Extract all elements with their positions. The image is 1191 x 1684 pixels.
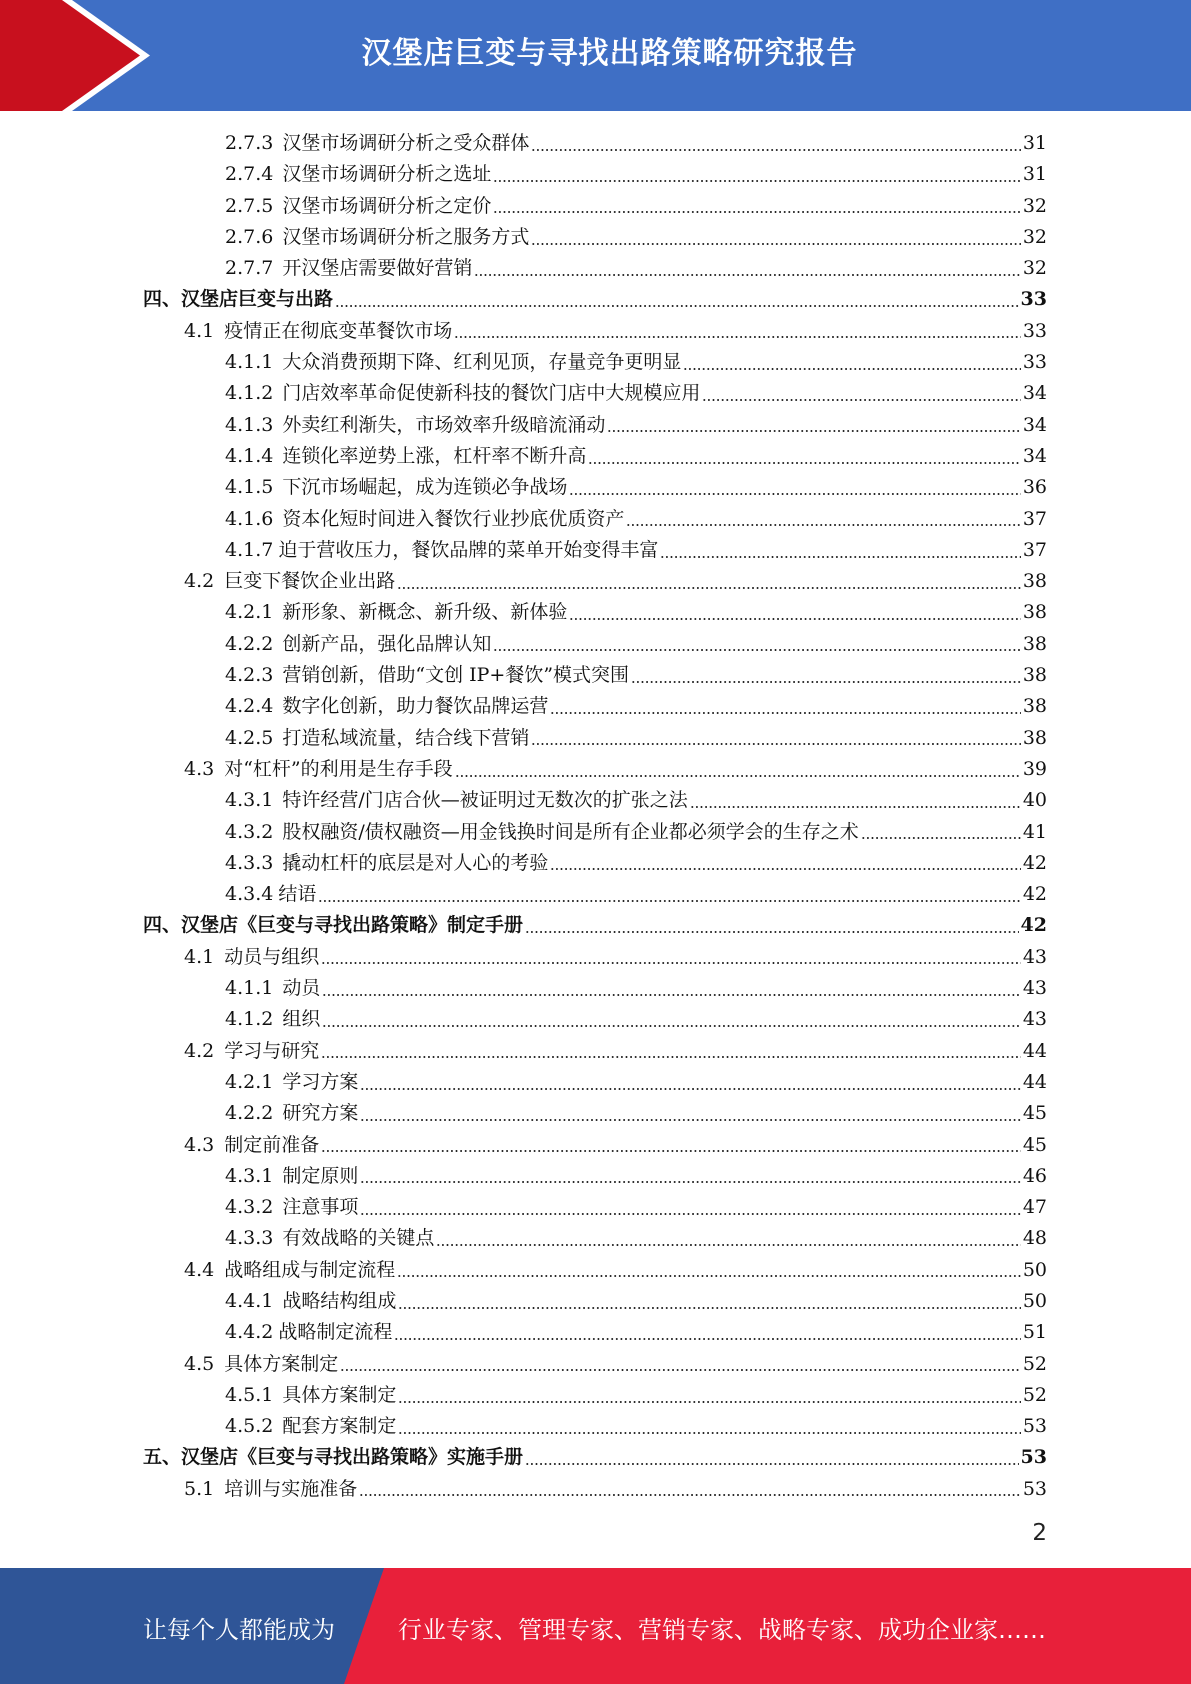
toc-dot-leader	[493, 211, 1020, 213]
toc-entry-page: 33	[1020, 288, 1047, 311]
toc-entry-title: 外卖红利渐失，市场效率升级暗流涌动	[282, 413, 606, 436]
toc-dot-leader	[588, 462, 1020, 464]
toc-entry-lead	[0, 347, 681, 378]
toc-entry-title: 有效战略的关键点	[282, 1227, 435, 1250]
page-header	[0, 0, 1191, 111]
toc-entry-title: 培训与实施准备	[224, 1477, 358, 1500]
toc-entry-lead	[0, 723, 529, 754]
toc-entry-number: 4.1	[184, 945, 215, 968]
toc-dot-leader	[397, 587, 1021, 589]
toc-entry-lead	[0, 597, 567, 628]
toc-dot-leader	[569, 618, 1020, 620]
toc-dot-leader	[398, 1307, 1020, 1309]
toc-entry-number: 4.1.6	[225, 507, 274, 530]
toc-entry-lead	[0, 1474, 357, 1505]
toc-entry-page: 32	[1022, 257, 1047, 280]
toc-dot-leader	[631, 681, 1021, 683]
toc-entry-lead	[0, 1223, 434, 1254]
toc-entry[interactable]	[0, 1192, 1191, 1223]
toc-entry[interactable]	[0, 1255, 1191, 1286]
toc-entry-page: 34	[1022, 413, 1047, 436]
toc-entry-lead	[0, 629, 491, 660]
toc-entry-title: 下沉市场崛起，成为连锁必争战场	[282, 476, 568, 499]
toc-dot-leader	[321, 1150, 1021, 1152]
toc-entry-title: 门店效率革命促使新科技的餐饮门店中大规模应用	[282, 382, 701, 405]
toc-dot-leader	[660, 556, 1020, 558]
toc-entry-lead	[0, 1098, 358, 1129]
toc-dot-leader	[360, 1213, 1020, 1215]
toc-dot-leader	[454, 336, 1021, 338]
toc-entry-page: 34	[1022, 444, 1047, 467]
toc-entry-title: 新形象、新概念、新升级、新体验	[282, 601, 568, 624]
toc-entry-page: 42	[1022, 883, 1047, 906]
toc-entry[interactable]	[0, 347, 1191, 378]
toc-entry-lead	[0, 535, 658, 566]
toc-entry-lead	[0, 785, 688, 816]
toc-entry-title: 五、汉堡店《巨变与寻找出路策略》实施手册	[143, 1446, 524, 1469]
toc-entry-page: 38	[1022, 632, 1047, 655]
toc-entry-page: 52	[1022, 1383, 1047, 1406]
toc-dot-leader	[525, 1463, 1019, 1465]
toc-entry-title: 数字化创新，助力餐饮品牌运营	[282, 695, 549, 718]
toc-entry[interactable]	[0, 1223, 1191, 1254]
toc-entry-page: 43	[1022, 945, 1047, 968]
toc-entry-title: 组织	[282, 1008, 321, 1031]
toc-entry[interactable]	[0, 660, 1191, 691]
toc-entry-title: 汉堡市场调研分析之受众群体	[282, 132, 530, 154]
toc-entry-lead	[0, 660, 629, 691]
toc-entry-lead	[0, 691, 548, 722]
toc-entry-lead	[0, 378, 700, 409]
toc-entry[interactable]	[0, 253, 1191, 284]
toc-dot-leader	[318, 900, 1020, 902]
toc-entry-number: 2.7.7	[225, 257, 274, 280]
toc-dot-leader	[321, 962, 1021, 964]
toc-entry-number: 4.4.2	[225, 1321, 274, 1344]
toc-entry-lead	[0, 316, 452, 347]
toc-entry-number: 4.1.5	[225, 476, 274, 499]
toc-entry-number: 4.4.1	[225, 1289, 274, 1312]
toc-entry-number: 4.3.1	[225, 1164, 274, 1187]
toc-entry-lead	[0, 848, 548, 879]
toc-entry[interactable]	[0, 1286, 1191, 1317]
toc-entry-page: 31	[1022, 163, 1047, 186]
toc-entry-page: 40	[1022, 789, 1047, 812]
toc-entry[interactable]	[0, 629, 1191, 660]
toc-entry-page: 44	[1022, 1039, 1047, 1062]
toc-entry-number: 4.3.3	[225, 851, 274, 874]
toc-entry[interactable]	[0, 222, 1191, 253]
toc-entry-page: 50	[1022, 1258, 1047, 1281]
toc-entry[interactable]	[0, 848, 1191, 879]
toc-entry[interactable]	[0, 1411, 1191, 1442]
toc-entry-page: 31	[1022, 132, 1047, 154]
toc-entry-lead	[0, 973, 320, 1004]
toc-entry[interactable]	[0, 691, 1191, 722]
toc-entry-page: 37	[1022, 538, 1047, 561]
toc-entry-title: 战略结构组成	[282, 1289, 397, 1312]
toc-dot-leader	[360, 1181, 1020, 1183]
toc-entry-title: 开汉堡店需要做好营销	[282, 257, 473, 280]
toc-entry-title: 研究方案	[282, 1102, 359, 1125]
toc-entry[interactable]	[0, 973, 1191, 1004]
toc-entry-number: 2.7.3	[225, 132, 274, 154]
toc-entry[interactable]	[0, 1004, 1191, 1035]
toc-entry-lead	[0, 1286, 396, 1317]
toc-entry-page: 38	[1022, 601, 1047, 624]
toc-entry-number: 4.2.1	[225, 601, 274, 624]
toc-entry-lead	[0, 1317, 392, 1348]
toc-dot-leader	[525, 931, 1019, 933]
toc-entry-lead	[0, 1349, 338, 1380]
toc-entry-page: 45	[1022, 1102, 1047, 1125]
toc-entry-lead	[0, 1004, 320, 1035]
toc-dot-leader	[531, 243, 1020, 245]
toc-entry-lead	[0, 128, 529, 159]
toc-entry-lead	[0, 504, 624, 535]
toc-entry-title: 战略组成与制定流程	[224, 1258, 396, 1281]
toc-entry[interactable]	[0, 159, 1191, 190]
toc-entry-page: 32	[1022, 194, 1047, 217]
toc-entry-page: 42	[1022, 851, 1047, 874]
toc-entry-number: 4.1.2	[225, 382, 274, 405]
toc-entry-title: 制定前准备	[224, 1133, 320, 1156]
toc-entry-page: 33	[1022, 351, 1047, 374]
toc-entry[interactable]	[0, 817, 1191, 848]
toc-entry-lead	[0, 1411, 396, 1442]
toc-entry-title: 创新产品，强化品牌认知	[282, 632, 492, 655]
toc-entry-number: 4.2	[184, 1039, 215, 1062]
toc-entry-page: 50	[1022, 1289, 1047, 1312]
toc-dot-leader	[340, 1369, 1021, 1371]
page-footer	[0, 1568, 1191, 1684]
toc-entry-title: 巨变下餐饮企业出路	[224, 570, 396, 593]
toc-entry[interactable]	[0, 879, 1191, 910]
toc-entry[interactable]	[0, 410, 1191, 441]
toc-entry-page: 46	[1022, 1164, 1047, 1187]
toc-dot-leader	[474, 274, 1020, 276]
toc-entry-number: 4.1.2	[225, 1008, 274, 1031]
toc-entry-lead	[0, 1442, 523, 1473]
toc-entry-title: 战略制定流程	[278, 1321, 393, 1344]
toc-entry-lead	[0, 159, 491, 190]
toc-entry-page: 41	[1022, 820, 1047, 843]
toc-entry-number: 4.1.4	[225, 444, 274, 467]
toc-entry[interactable]	[0, 1130, 1191, 1161]
toc-entry[interactable]	[0, 1036, 1191, 1067]
toc-entry-title: 学习与研究	[224, 1039, 320, 1062]
toc-entry-title: 动员与组织	[224, 945, 320, 968]
toc-entry[interactable]	[0, 754, 1191, 785]
toc-entry-number: 4.3.3	[225, 1227, 274, 1250]
toc-dot-leader	[861, 837, 1021, 839]
toc-entry-lead	[0, 441, 586, 472]
toc-entry-page: 39	[1022, 757, 1047, 780]
toc-entry-page: 36	[1022, 476, 1047, 499]
toc-entry-lead	[0, 253, 472, 284]
toc-entry-number: 4.5	[184, 1352, 215, 1375]
toc-entry-page: 37	[1022, 507, 1047, 530]
toc-entry[interactable]	[0, 504, 1191, 535]
toc-entry[interactable]	[0, 597, 1191, 628]
toc-dot-leader	[550, 712, 1020, 714]
footer-slogan-right: 行业专家、管理专家、营销专家、战略专家、成功企业家……	[398, 1616, 1046, 1644]
toc-entry-lead	[0, 1192, 358, 1223]
toc-entry-title: 汉堡市场调研分析之选址	[282, 163, 492, 186]
toc-entry-page: 48	[1022, 1227, 1047, 1250]
toc-dot-leader	[607, 430, 1020, 432]
toc-entry-number: 4.2.1	[225, 1070, 274, 1093]
toc-entry-title: 迫于营收压力，餐饮品牌的菜单开始变得丰富	[278, 538, 659, 561]
toc-entry-title: 大众消费预期下降、红利见顶，存量竞争更明显	[282, 351, 682, 374]
toc-entry[interactable]	[0, 1474, 1191, 1505]
toc-entry-number: 2.7.6	[225, 225, 274, 248]
toc-entry-lead	[0, 910, 523, 941]
toc-entry-lead	[0, 284, 333, 315]
toc-entry-page: 43	[1022, 1008, 1047, 1031]
toc-entry-lead	[0, 191, 491, 222]
toc-entry-lead	[0, 1255, 395, 1286]
toc-entry-number: 4.3.1	[225, 789, 274, 812]
toc-entry-number: 4.3.4	[225, 883, 274, 906]
toc-entry-number: 4.1.7	[225, 538, 274, 561]
toc-entry[interactable]	[0, 910, 1191, 941]
toc-entry-title: 汉堡市场调研分析之定价	[282, 194, 492, 217]
toc-entry-title: 特许经营/门店合伙—被证明过无数次的扩张之法	[282, 789, 688, 812]
document-title: 汉堡店巨变与寻找出路策略研究报告	[361, 36, 858, 71]
toc-dot-leader	[626, 524, 1020, 526]
toc-dot-leader	[550, 868, 1020, 870]
toc-entry-title: 四、汉堡店《巨变与寻找出路策略》制定手册	[143, 914, 524, 937]
toc-entry-title: 股权融资/债权融资—用金钱换时间是所有企业都必须学会的生存之术	[282, 820, 859, 843]
footer-slogan-left: 让每个人都能成为	[143, 1616, 335, 1644]
toc-entry-title: 具体方案制定	[282, 1383, 397, 1406]
toc-dot-leader	[493, 649, 1020, 651]
toc-dot-leader	[690, 806, 1021, 808]
toc-entry-number: 4.3	[184, 757, 215, 780]
toc-entry-title: 打造私域流量，结合线下营销	[282, 726, 530, 749]
toc-entry-lead	[0, 1067, 358, 1098]
toc-entry-number: 4.3.2	[225, 820, 274, 843]
toc-dot-leader	[531, 743, 1020, 745]
toc-dot-leader	[360, 1088, 1020, 1090]
toc-entry-number: 4.3	[184, 1133, 215, 1156]
toc-dot-leader	[683, 368, 1020, 370]
toc-entry-page: 34	[1022, 382, 1047, 405]
toc-entry[interactable]	[0, 284, 1191, 315]
toc-entry-number: 4.1	[184, 319, 215, 342]
toc-entry-page: 32	[1022, 225, 1047, 248]
toc-entry-page: 43	[1022, 977, 1047, 1000]
toc-entry-number: 2.7.4	[225, 163, 274, 186]
toc-entry-title: 注意事项	[282, 1196, 359, 1219]
toc-entry-title: 学习方案	[282, 1070, 359, 1093]
table-of-contents	[0, 128, 1191, 1505]
toc-dot-leader	[397, 1275, 1021, 1277]
toc-entry-title: 四、汉堡店巨变与出路	[143, 288, 334, 311]
toc-entry-title: 动员	[282, 977, 321, 1000]
toc-entry[interactable]	[0, 723, 1191, 754]
toc-entry[interactable]	[0, 1380, 1191, 1411]
toc-entry-number: 5.1	[184, 1477, 215, 1500]
toc-entry[interactable]	[0, 535, 1191, 566]
toc-dot-leader	[493, 180, 1020, 182]
toc-entry-page: 53	[1022, 1477, 1047, 1500]
toc-entry[interactable]	[0, 1442, 1191, 1473]
toc-entry-page: 53	[1020, 1446, 1047, 1469]
toc-entry-page: 33	[1022, 319, 1047, 342]
toc-entry-number: 4.2.5	[225, 726, 274, 749]
toc-dot-leader	[394, 1338, 1020, 1340]
toc-entry[interactable]	[0, 1161, 1191, 1192]
toc-dot-leader	[360, 1119, 1020, 1121]
toc-entry[interactable]	[0, 785, 1191, 816]
toc-entry-number: 4.1.1	[225, 977, 274, 1000]
toc-entry[interactable]	[0, 1067, 1191, 1098]
toc-entry-page: 38	[1022, 726, 1047, 749]
toc-entry-page: 38	[1022, 695, 1047, 718]
toc-entry-page: 52	[1022, 1352, 1047, 1375]
toc-entry-lead	[0, 1161, 358, 1192]
toc-dot-leader	[702, 399, 1020, 401]
toc-entry[interactable]	[0, 472, 1191, 503]
toc-entry[interactable]	[0, 441, 1191, 472]
toc-entry[interactable]	[0, 1317, 1191, 1348]
toc-dot-leader	[455, 775, 1021, 777]
toc-entry-page: 47	[1022, 1196, 1047, 1219]
toc-dot-leader	[322, 994, 1020, 996]
toc-entry-page: 51	[1022, 1321, 1047, 1344]
toc-entry[interactable]	[0, 1349, 1191, 1380]
toc-dot-leader	[398, 1432, 1020, 1434]
toc-entry-lead	[0, 942, 319, 973]
toc-entry-number: 4.2.4	[225, 695, 274, 718]
toc-dot-leader	[436, 1244, 1020, 1246]
toc-entry-number: 4.2	[184, 570, 215, 593]
toc-entry-title: 具体方案制定	[224, 1352, 339, 1375]
toc-entry[interactable]	[0, 1098, 1191, 1129]
toc-entry-title: 撬动杠杆的底层是对人心的考验	[282, 851, 549, 874]
toc-entry-title: 对“杠杆”的利用是生存手段	[224, 757, 453, 780]
toc-entry-lead	[0, 222, 529, 253]
toc-entry-lead	[0, 817, 859, 848]
toc-entry[interactable]	[0, 942, 1191, 973]
toc-entry-title: 结语	[278, 883, 317, 906]
toc-entry-lead	[0, 1036, 319, 1067]
toc-entry-number: 4.2.2	[225, 1102, 274, 1125]
toc-dot-leader	[531, 149, 1020, 151]
toc-entry-number: 2.7.5	[225, 194, 274, 217]
toc-entry-title: 汉堡市场调研分析之服务方式	[282, 225, 530, 248]
toc-entry-lead	[0, 472, 567, 503]
toc-entry-number: 4.5.2	[225, 1415, 274, 1438]
toc-entry-title: 疫情正在彻底变革餐饮市场	[224, 319, 453, 342]
toc-entry-number: 4.2.2	[225, 632, 274, 655]
toc-dot-leader	[398, 1401, 1020, 1403]
toc-entry-page: 53	[1022, 1415, 1047, 1438]
toc-entry-number: 4.2.3	[225, 664, 274, 687]
toc-entry[interactable]	[0, 378, 1191, 409]
toc-entry[interactable]	[0, 566, 1191, 597]
toc-entry-lead	[0, 754, 453, 785]
toc-entry-number: 4.1.1	[225, 351, 274, 374]
toc-entry-lead	[0, 410, 605, 441]
toc-dot-leader	[335, 305, 1019, 307]
toc-entry-lead	[0, 879, 316, 910]
toc-entry-number: 4.4	[184, 1258, 215, 1281]
toc-entry-page: 42	[1020, 914, 1047, 937]
toc-entry-lead	[0, 566, 395, 597]
toc-dot-leader	[569, 493, 1020, 495]
toc-dot-leader	[322, 1025, 1020, 1027]
toc-entry[interactable]	[0, 128, 1191, 159]
toc-entry-page: 38	[1022, 570, 1047, 593]
toc-entry-title: 制定原则	[282, 1164, 359, 1187]
toc-entry-page: 45	[1022, 1133, 1047, 1156]
toc-entry-page: 44	[1022, 1070, 1047, 1093]
toc-entry-number: 4.1.3	[225, 413, 274, 436]
toc-entry-title: 连锁化率逆势上涨，杠杆率不断升高	[282, 444, 587, 467]
toc-entry-page: 38	[1022, 664, 1047, 687]
page-number: 2	[1032, 1520, 1047, 1546]
toc-dot-leader	[321, 1056, 1021, 1058]
toc-entry-number: 4.3.2	[225, 1196, 274, 1219]
toc-entry[interactable]	[0, 191, 1191, 222]
toc-entry-lead	[0, 1130, 319, 1161]
toc-entry-title: 配套方案制定	[282, 1415, 397, 1438]
toc-dot-leader	[359, 1494, 1021, 1496]
toc-entry-title: 营销创新，借助“文创 IP+餐饮”模式突围	[282, 664, 630, 687]
toc-entry-title: 资本化短时间进入餐饮行业抄底优质资产	[282, 507, 625, 530]
toc-entry[interactable]	[0, 316, 1191, 347]
toc-entry-number: 4.5.1	[225, 1383, 274, 1406]
toc-entry-lead	[0, 1380, 396, 1411]
